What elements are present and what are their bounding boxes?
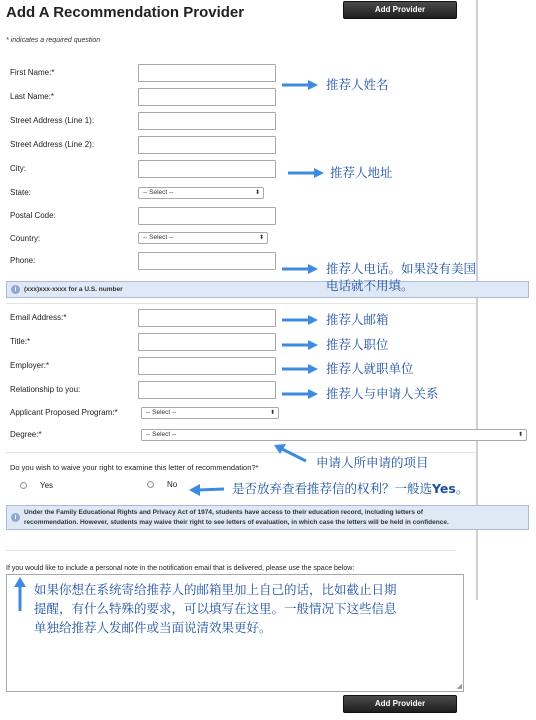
updown-icon: ⬍ (269, 410, 275, 416)
street2-label: Street Address (Line 2): (10, 140, 95, 149)
annotation-address: 推荐人地址 (330, 165, 393, 180)
section-divider (6, 550, 456, 551)
section-divider (6, 303, 476, 304)
resize-grip-icon[interactable]: ◢ (456, 683, 462, 690)
email-label: Email Address:* (10, 313, 67, 322)
title-label: Title:* (10, 337, 31, 346)
arrow-icon (280, 262, 320, 276)
title-input[interactable] (138, 333, 276, 351)
arrow-icon (280, 362, 320, 376)
annotation-name: 推荐人姓名 (326, 77, 389, 92)
waiver-no-label: No (167, 480, 178, 489)
page-title: Add A Recommendation Provider (6, 4, 245, 21)
annotation-relationship: 推荐人与申请人关系 (326, 386, 439, 401)
waiver-question: Do you wish to waive your right to examine this letter of recommendation?* (10, 463, 259, 472)
info-icon: i (11, 285, 20, 294)
updown-icon: ⬍ (517, 432, 523, 438)
arrow-icon (270, 442, 310, 464)
annotation-email: 推荐人邮箱 (326, 312, 389, 327)
arrow-icon (186, 482, 226, 498)
annotation-title: 推荐人职位 (326, 337, 389, 352)
program-select-value: -- Select -- (146, 409, 177, 416)
phone-label: Phone: (10, 256, 36, 265)
last-name-label: Last Name:* (10, 92, 55, 101)
arrow-icon (12, 575, 28, 613)
postal-input[interactable] (138, 207, 276, 225)
city-label: City: (10, 164, 26, 173)
updown-icon: ⬍ (258, 235, 264, 241)
first-name-input[interactable] (138, 64, 276, 82)
street2-input[interactable] (138, 136, 276, 154)
degree-select[interactable] (141, 429, 527, 441)
ferpa-line2: recommendation. However, students may waive their right to see letters of evaluation, in which case the letters will be held in confidence. (24, 519, 449, 526)
program-select[interactable] (141, 407, 279, 419)
country-select[interactable] (138, 232, 268, 244)
annotation-waiver (232, 480, 468, 498)
relationship-input[interactable] (138, 381, 276, 399)
postal-label: Postal Code: (10, 211, 56, 220)
phone-hint: (xxx)xxx-xxxx for a U.S. number (24, 286, 123, 293)
waiver-yes-label: Yes (40, 481, 54, 490)
required-note: * indicates a required question (6, 37, 101, 44)
country-select-value: -- Select -- (143, 234, 174, 241)
annotation-note-3: 单独给推荐人发邮件或当面说清效果更好。 (34, 620, 272, 635)
employer-input[interactable] (138, 357, 276, 375)
state-select-value: -- Select -- (143, 189, 174, 196)
annotation-waiver-yes: Yes (432, 481, 456, 496)
annotation-phone-1: 推荐人电话。如果没有美国 (326, 261, 477, 276)
state-label: State: (10, 188, 31, 197)
waiver-yes-radio[interactable] (20, 482, 27, 489)
email-input[interactable] (138, 309, 276, 327)
street1-label: Street Address (Line 1): (10, 116, 95, 125)
phone-input[interactable] (138, 252, 276, 270)
degree-label: Degree:* (10, 430, 42, 439)
arrow-icon (280, 78, 320, 92)
annotation-waiver-a: 是否放弃查看推荐信的权利？一般选 (232, 481, 433, 496)
add-provider-button-top[interactable]: Add Provider (343, 1, 457, 19)
note-prompt: If you would like to include a personal note in the notification email that is delivered, please use the space below: (6, 565, 355, 572)
annotation-program: 申请人所申请的项目 (316, 455, 429, 470)
program-label: Applicant Proposed Program:* (10, 408, 118, 417)
arrow-icon (280, 387, 320, 401)
city-input[interactable] (138, 160, 276, 178)
annotation-employer: 推荐人就职单位 (326, 361, 414, 376)
arrow-icon (280, 313, 320, 327)
degree-select-value: -- Select -- (146, 431, 177, 438)
waiver-no-radio[interactable] (147, 481, 154, 488)
first-name-label: First Name:* (10, 68, 55, 77)
annotation-phone-2: 电话就不用填。 (326, 278, 414, 293)
phone-hint-bar (6, 281, 529, 298)
country-label: Country: (10, 234, 41, 243)
ferpa-notice (6, 505, 529, 530)
annotation-note-1: 如果你想在系统寄给推荐人的邮箱里加上自己的话，比如截止日期 (34, 582, 397, 597)
updown-icon: ⬍ (254, 190, 260, 196)
add-provider-button-bottom[interactable]: Add Provider (343, 695, 457, 713)
employer-label: Employer:* (10, 361, 50, 370)
section-divider (6, 452, 476, 453)
relationship-label: Relationship to you: (10, 385, 81, 394)
annotation-waiver-end: 。 (455, 481, 469, 496)
info-icon: i (11, 513, 20, 522)
arrow-icon (286, 166, 326, 180)
last-name-input[interactable] (138, 88, 276, 106)
street1-input[interactable] (138, 112, 276, 130)
annotation-note-2: 提醒，有什么特殊的要求，可以填写在这里。一般情况下这些信息 (34, 601, 397, 616)
arrow-icon (280, 338, 320, 352)
ferpa-line1: Under the Family Educational Rights and Privacy Act of 1974, students have access to their education record, including letters of (24, 509, 423, 516)
state-select[interactable] (138, 187, 264, 199)
